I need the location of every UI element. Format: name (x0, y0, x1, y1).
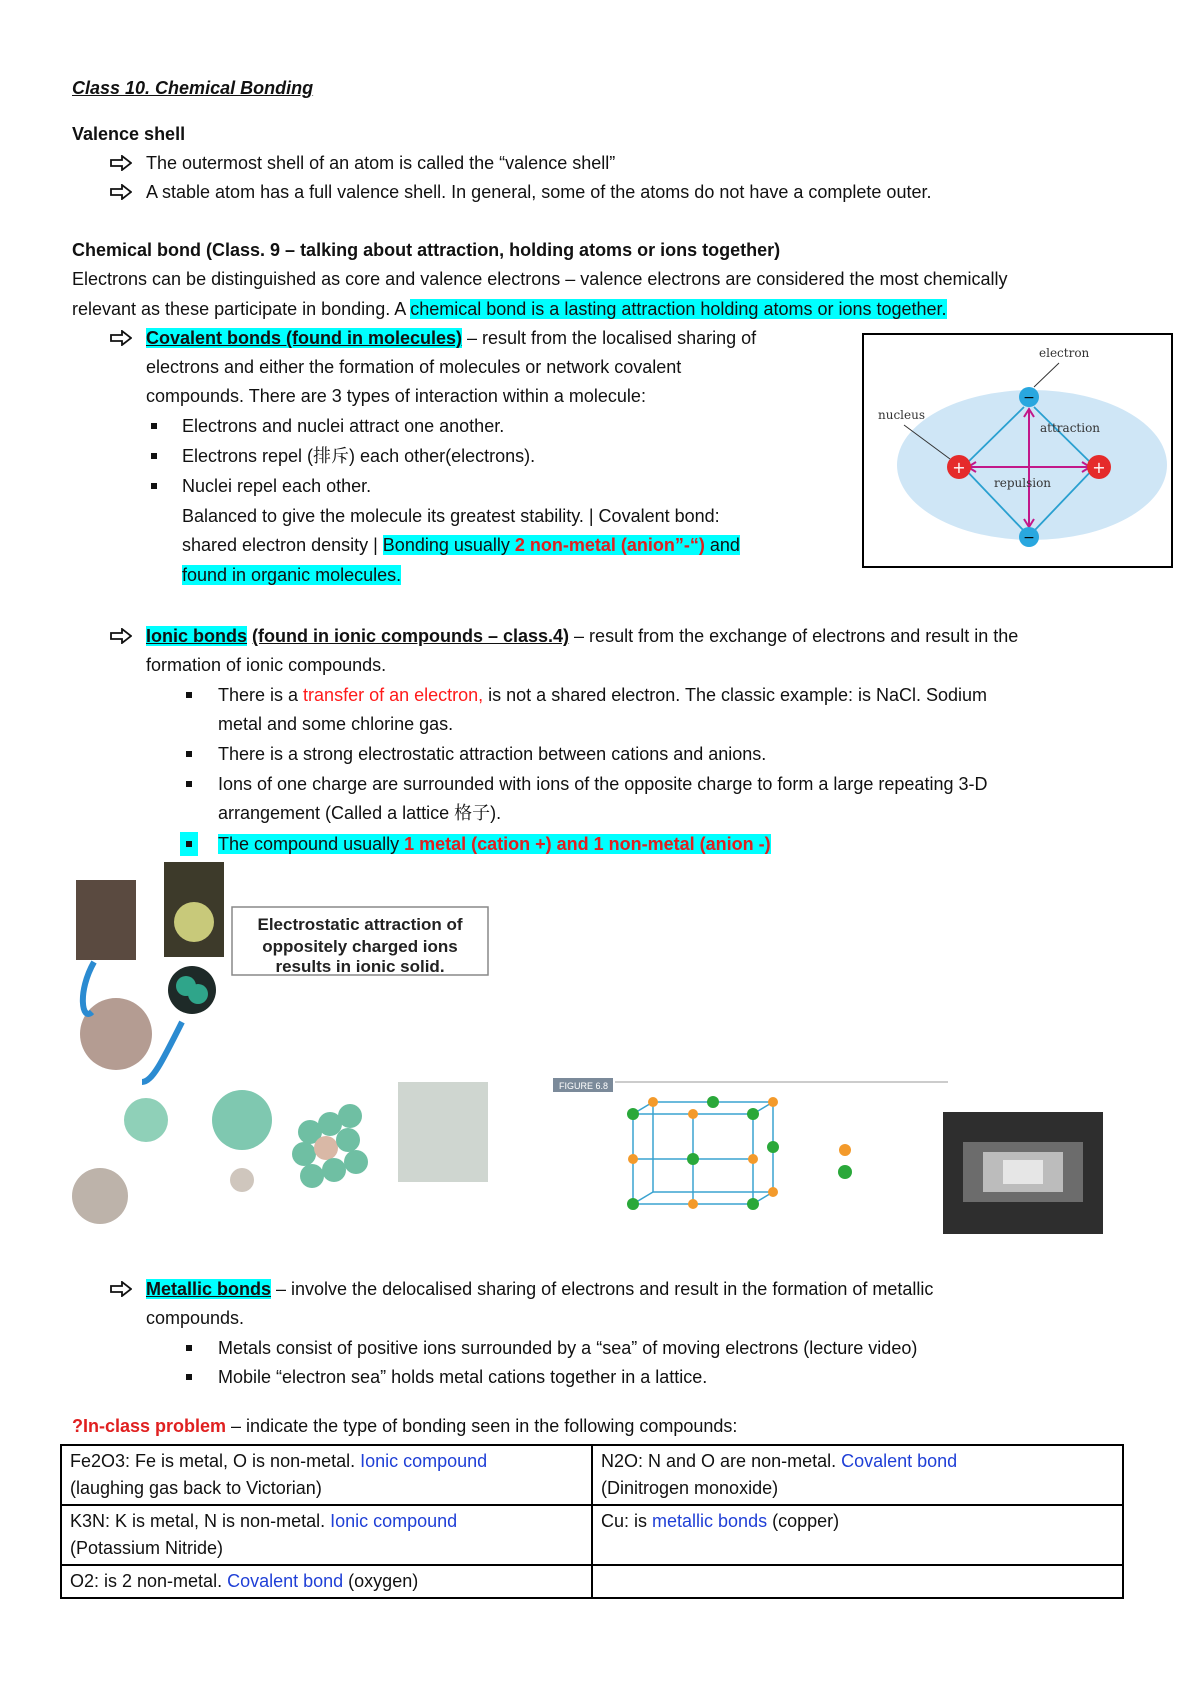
ionic-line (146, 624, 1018, 648)
label-nucleus: nucleus (878, 408, 926, 422)
ionic-desc: – result from the exchange of electrons and result in the (569, 626, 1019, 646)
chemical-bond-heading: Chemical bond (Class. 9 – talking about attraction, holding atoms or ions together) (72, 240, 781, 260)
table-cell (592, 1565, 1123, 1598)
bullet-icon (151, 483, 157, 489)
electron-sign: − (1023, 390, 1035, 406)
bullet-icon (186, 692, 192, 698)
caption-line: Electrostatic attraction of (257, 915, 463, 934)
sodium-ion (230, 1168, 254, 1192)
bullet-icon (186, 751, 192, 757)
sodium-chloride-formation-illustration (72, 862, 538, 1234)
table-cell (61, 1565, 592, 1598)
intro-text: relevant as these participate in bonding. A (72, 299, 411, 319)
cell-text: Fe2O3: Fe is metal, O is non-metal. (70, 1451, 361, 1471)
bullet-icon (186, 841, 192, 847)
problem-table (60, 1444, 1124, 1599)
bullet-icon (186, 781, 192, 787)
bullet-icon (186, 1374, 192, 1380)
ionic-desc: formation of ionic compounds. (146, 655, 387, 675)
covalent-bullet: Electrons and nuclei attract one another. (182, 416, 505, 436)
metallic-desc: – involve the delocalised sharing of electrons and result in the formation of metallic (271, 1279, 934, 1299)
problem-label: ?In-class problem (72, 1416, 227, 1436)
arrow-icon (110, 330, 132, 346)
note-text: shared electron density | (182, 535, 383, 555)
note-highlight: Bonding usually (382, 535, 515, 555)
chemical-bond-intro: Electrons can be distinguished as core and valence electrons – valence electrons are considered the most chemically (72, 269, 1008, 289)
bullet-red-text: transfer of an electron, (303, 685, 484, 705)
salt-crystals (943, 1112, 1103, 1234)
covalent-bond-diagram (862, 333, 1173, 568)
cell-answer: Covalent bond (841, 1451, 958, 1471)
note-highlight: found in organic molecules. (182, 565, 402, 585)
bullet-text: There is a (218, 685, 304, 705)
label-attraction: attraction (1040, 421, 1101, 435)
bullet-icon (186, 1345, 192, 1351)
salt-crystals-photo (943, 1112, 1103, 1234)
ionic-bullet: There is a strong electrostatic attraction between cations and anions. (218, 744, 767, 764)
valence-heading: Valence shell (72, 124, 186, 144)
ionic-term-paren: (found in ionic compounds – class.4) (252, 626, 570, 646)
arrow-icon (110, 628, 132, 644)
cell-answer: Covalent bond (227, 1571, 344, 1591)
sodium-metal-photo (76, 880, 136, 960)
arrow-icon (110, 1281, 132, 1297)
caption-line: oppositely charged ions (262, 937, 458, 956)
covalent-bullet: Electrons repel (排斥) each other(electrons). (182, 446, 536, 466)
cell-text: (oxygen) (343, 1571, 419, 1591)
bullet-highlight-red: 1 metal (cation +) and 1 non-metal (anion -) (404, 834, 771, 854)
covalent-line (146, 326, 756, 350)
chlorine-atom (124, 1098, 168, 1142)
ionic-bullet: Ions of one charge are surrounded with ions of the opposite charge to form a large repeating 3-D (218, 774, 988, 794)
legend-chloride (838, 1165, 852, 1179)
label-electron: electron (1039, 346, 1090, 360)
nacl-lattice (292, 1104, 368, 1188)
cell-text: O2: is 2 non-metal. (70, 1571, 228, 1591)
covalent-note (182, 563, 401, 587)
table-row (61, 1505, 1123, 1565)
covalent-term: Covalent bonds (found in molecules) (146, 328, 463, 348)
bullet-icon (151, 453, 157, 459)
covalent-desc: compounds. There are 3 types of interaction within a molecule: (146, 386, 646, 406)
valence-item: A stable atom has a full valence shell. In general, some of the atoms do not have a complete outer. (146, 182, 932, 202)
cell-text: K3N: K is metal, N is non-metal. (70, 1511, 331, 1531)
legend-sodium (839, 1144, 851, 1156)
label-repulsion: repulsion (994, 476, 1052, 490)
covalent-note: Balanced to give the molecule its greatest stability. | Covalent bond: (182, 506, 720, 526)
problem-line (72, 1414, 737, 1438)
covalent-note (182, 533, 740, 557)
problem-text: – indicate the type of bonding seen in the following compounds: (226, 1416, 738, 1436)
cell-answer: Ionic compound (360, 1451, 488, 1471)
table-cell (61, 1505, 592, 1565)
table-cell (592, 1505, 1123, 1565)
metallic-desc: compounds. (146, 1308, 245, 1328)
ionic-bullet-cont: arrangement (Called a lattice 格子). (218, 803, 502, 823)
cell-text: (laughing gas back to Victorian) (70, 1478, 322, 1498)
cell-text: (copper) (767, 1511, 840, 1531)
bullet-icon (151, 423, 157, 429)
note-highlight: and (704, 535, 740, 555)
nacl-lattice-figure (553, 1074, 953, 1234)
ionic-bullet (218, 683, 987, 707)
table-row (61, 1445, 1123, 1505)
metallic-bullet: Mobile “electron sea” holds metal cations together in a lattice. (218, 1367, 708, 1387)
sodium-atoms-sphere (80, 998, 152, 1070)
caption-line: results in ionic solid. (275, 957, 445, 976)
salt-crystal-photo (398, 1082, 488, 1182)
attraction-repulsion-illustration (864, 335, 1171, 566)
sodium-atom (72, 1168, 128, 1224)
covalent-desc: – result from the localised sharing of (462, 328, 757, 348)
arrow-icon (110, 155, 132, 171)
process-arrow (83, 962, 94, 1014)
electron-sign: − (1023, 530, 1035, 546)
nucleus-sign: + (952, 458, 966, 477)
bullet-text: is not a shared electron. The classic example: is NaCl. Sodium (483, 685, 988, 705)
page-title: Class 10. Chemical Bonding (72, 78, 314, 98)
chloride-ion (212, 1090, 272, 1150)
sodium-chloride-lattice-illustration (553, 1074, 953, 1234)
cell-text: Cu: is (601, 1511, 653, 1531)
chemical-bond-intro (72, 297, 947, 321)
cell-text: N2O: N and O are non-metal. (601, 1451, 842, 1471)
nucleus-sign: + (1092, 458, 1106, 477)
lattice-ions (627, 1096, 779, 1210)
covalent-bullet: Nuclei repel each other. (182, 476, 372, 496)
cell-answer: Ionic compound (330, 1511, 458, 1531)
cell-text: (Dinitrogen monoxide) (601, 1478, 779, 1498)
table-cell (61, 1445, 592, 1505)
note-highlight-red: 2 non-metal (anion”-“) (514, 535, 705, 555)
covalent-desc: electrons and either the formation of molecules or network covalent (146, 357, 682, 377)
cell-text: (Potassium Nitride) (70, 1538, 224, 1558)
pointer-line (1034, 363, 1059, 387)
bullet-highlight-text: The compound usually (218, 834, 405, 854)
metallic-line (146, 1277, 933, 1301)
cell-answer: metallic bonds (652, 1511, 768, 1531)
valence-item: The outermost shell of an atom is called the “valence shell” (146, 153, 616, 173)
ionic-term: Ionic bonds (146, 626, 247, 646)
ionic-bullet (218, 832, 771, 856)
arrow-icon (110, 184, 132, 200)
highlighted-definition: chemical bond is a lasting attraction holding atoms or ions together. (410, 299, 947, 319)
ionic-bullet-cont: metal and some chlorine gas. (218, 714, 454, 734)
ionic-formation-figure (72, 862, 538, 1234)
metallic-bullet: Metals consist of positive ions surrounded by a “sea” of moving electrons (lecture video) (218, 1338, 918, 1358)
table-cell (592, 1445, 1123, 1505)
metallic-term: Metallic bonds (146, 1279, 272, 1299)
flask (174, 902, 214, 942)
table-row (61, 1565, 1123, 1598)
figure-label: FIGURE 6.8 (559, 1081, 609, 1091)
